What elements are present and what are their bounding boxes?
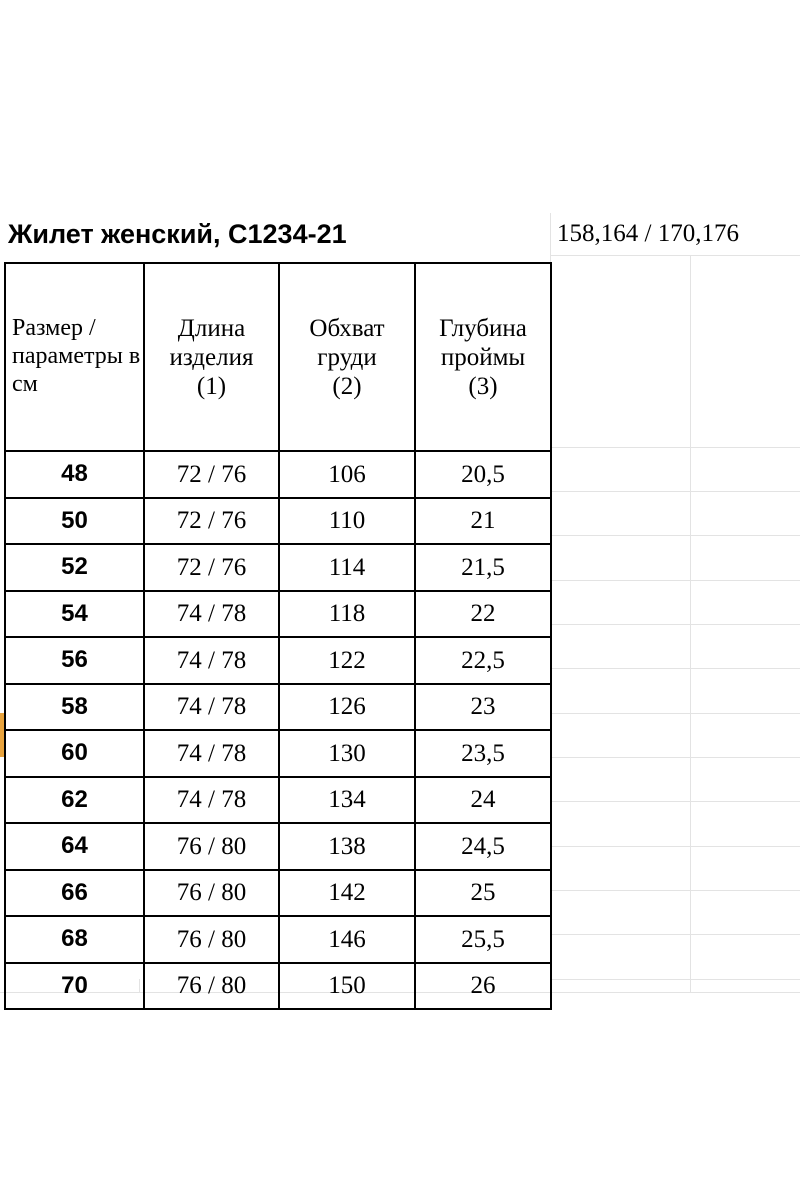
cell-length: 76 / 80	[144, 963, 279, 1010]
grid-line-horizontal	[550, 846, 800, 847]
table-row	[5, 870, 551, 917]
cell-length: 72 / 76	[144, 498, 279, 545]
cell-armhole: 25	[415, 870, 551, 917]
column-header-length	[144, 263, 279, 451]
grid-line-horizontal	[550, 255, 800, 256]
cell-armhole: 23	[415, 684, 551, 731]
table-header	[5, 263, 551, 451]
grid-line-horizontal	[550, 801, 800, 802]
cell-size: 64	[5, 823, 144, 870]
heights-label: 158,164 / 170,176	[557, 220, 739, 247]
cell-armhole: 20,5	[415, 451, 551, 498]
column-header-chest-line1: Обхват	[309, 314, 385, 342]
cell-size: 66	[5, 870, 144, 917]
cell-length: 74 / 78	[144, 591, 279, 638]
cell-length: 74 / 78	[144, 684, 279, 731]
column-header-length-line2: изделия	[169, 343, 254, 371]
cell-size: 50	[5, 498, 144, 545]
cell-armhole: 24,5	[415, 823, 551, 870]
cell-length: 74 / 78	[144, 730, 279, 777]
column-header-armhole-line2: проймы	[440, 343, 526, 371]
table-row	[5, 777, 551, 824]
grid-line-horizontal	[550, 890, 800, 891]
cell-chest: 138	[279, 823, 415, 870]
column-header-size: Размер / параметры в см	[5, 263, 144, 451]
cell-chest: 130	[279, 730, 415, 777]
grid-line-horizontal	[550, 447, 800, 448]
column-header-chest-line2: груди	[317, 343, 377, 371]
cell-size: 70	[5, 963, 144, 1010]
column-header-length-line1: Длина	[177, 314, 246, 342]
cell-size: 62	[5, 777, 144, 824]
table-row	[5, 823, 551, 870]
column-header-length-line3: (1)	[196, 372, 227, 400]
cell-length: 76 / 80	[144, 870, 279, 917]
cell-length: 74 / 78	[144, 637, 279, 684]
column-header-armhole	[415, 263, 551, 451]
table-row	[5, 591, 551, 638]
cell-chest: 114	[279, 544, 415, 591]
cell-length: 72 / 76	[144, 544, 279, 591]
cell-size: 54	[5, 591, 144, 638]
grid-line-horizontal	[550, 979, 800, 980]
grid-line-horizontal	[550, 535, 800, 536]
cell-size: 58	[5, 684, 144, 731]
cell-chest: 118	[279, 591, 415, 638]
cell-armhole: 25,5	[415, 916, 551, 963]
page-title: Жилет женский, С1234-21	[8, 218, 347, 249]
grid-line-horizontal	[550, 757, 800, 758]
cell-size: 52	[5, 544, 144, 591]
grid-line-horizontal	[550, 713, 800, 714]
cell-size: 60	[5, 730, 144, 777]
cell-length: 76 / 80	[144, 916, 279, 963]
cell-armhole: 24	[415, 777, 551, 824]
grid-line-horizontal	[550, 491, 800, 492]
cell-size: 48	[5, 451, 144, 498]
cell-armhole: 21,5	[415, 544, 551, 591]
table-row	[5, 730, 551, 777]
table-row	[5, 451, 551, 498]
cell-chest: 150	[279, 963, 415, 1010]
cell-size: 56	[5, 637, 144, 684]
cell-armhole: 26	[415, 963, 551, 1010]
cell-chest: 146	[279, 916, 415, 963]
cell-armhole: 22	[415, 591, 551, 638]
table-body	[5, 451, 551, 1009]
column-header-chest-line3: (2)	[332, 372, 362, 400]
cell-length: 76 / 80	[144, 823, 279, 870]
table-header-row	[5, 263, 551, 451]
table-row	[5, 963, 551, 1010]
column-header-armhole-line1: Глубина	[439, 314, 527, 342]
cell-armhole: 23,5	[415, 730, 551, 777]
cell-length: 72 / 76	[144, 451, 279, 498]
table-row	[5, 637, 551, 684]
cell-armhole: 22,5	[415, 637, 551, 684]
grid-line-horizontal	[550, 624, 800, 625]
grid-line-horizontal	[550, 580, 800, 581]
cell-chest: 134	[279, 777, 415, 824]
column-header-armhole-line3: (3)	[468, 372, 498, 400]
column-header-chest	[279, 263, 415, 451]
cell-length: 74 / 78	[144, 777, 279, 824]
grid-line-horizontal	[550, 668, 800, 669]
table-row	[5, 684, 551, 731]
cell-size: 68	[5, 916, 144, 963]
size-chart-table	[4, 262, 552, 1010]
cell-chest: 122	[279, 637, 415, 684]
cell-chest: 106	[279, 451, 415, 498]
cell-armhole: 21	[415, 498, 551, 545]
table-row	[5, 916, 551, 963]
grid-line-horizontal	[550, 934, 800, 935]
title-row	[0, 213, 800, 255]
cell-chest: 126	[279, 684, 415, 731]
cell-chest: 142	[279, 870, 415, 917]
cell-chest: 110	[279, 498, 415, 545]
table-row	[5, 544, 551, 591]
table-row	[5, 498, 551, 545]
